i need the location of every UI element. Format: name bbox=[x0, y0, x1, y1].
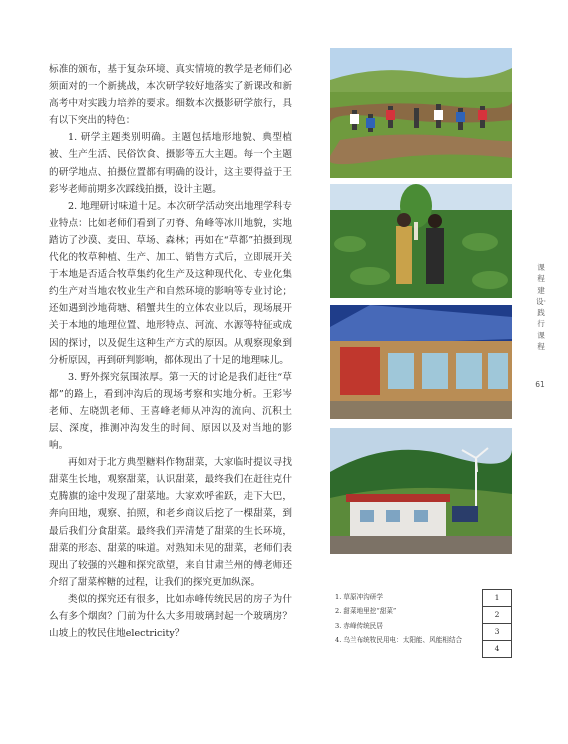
caption-1: 1. 草原冲沟研学 bbox=[335, 593, 383, 601]
photo-herder-solar-wind bbox=[330, 428, 512, 554]
grid-number-4: 4 bbox=[494, 644, 500, 653]
caption-4: 4. 乌兰布统牧民用电：太阳能、风能相结合 bbox=[335, 636, 463, 645]
caption-2: 2. 甜菜地里挖“甜菜” bbox=[335, 607, 397, 616]
photo-number-grid bbox=[482, 589, 512, 658]
photo-sugar-beet-field bbox=[330, 184, 512, 298]
grid-number-1: 1 bbox=[483, 590, 511, 607]
article-body bbox=[49, 61, 292, 642]
paragraph-point-1: 1. 研学主题类别明确。主题包括地形地貌、典型植被、生产生活、民俗饮食、摄影等五大主题。每一个主题的研学地点、拍摄位置都有明确的设计，这主要得益于王彩岑老师前期多次踩线拍摄，设计主题。 bbox=[49, 132, 292, 195]
paragraph-intro: 标准的颁布，基于复杂环境、真实情境的教学是老师们必须面对的一个新挑战，本次研学较好地落实了新课改和新高考中对实践力培养的要求。细数本次摄影研学旅行，具有以下突出的特色： bbox=[49, 64, 292, 127]
paragraph-point-2: 2. 地理研讨味道十足。本次研学活动突出地理学科专业特点：比如老师们看到了刃脊、角峰等冰川地貌，实地踏访了沙漠、麦田、草场、森林；再如在“草都”拍摄到现代化的牧草种植、生产、加工、销售方式后，立即展开关于本地是否适合牧草集约化生产及这种现代化、专业化集约生产对当地农牧业生产和自然环境的影响等专业讨论；还如遇到沙地荷塘、稻蟹共生的立体农业以后，现场展开关于本地的地理位置、地形特点、河流、水源等特征或成因的探讨，以及促生这种生产方式的原因。从观察现象到分析原因，再到研判影响，都体现出了十足的地理味儿。 bbox=[49, 200, 292, 366]
section-side-label: 课程建设·践行课程 bbox=[536, 263, 547, 352]
page-number: 61 bbox=[535, 380, 545, 389]
grid-number-3: 3 bbox=[483, 624, 511, 641]
paragraph-beet-story: 再如对于北方典型糖料作物甜菜，大家临时提议寻找甜菜生长地，观察甜菜，认识甜菜，最终我们在赶往克什克腾旗的途中发现了甜菜地。大家欢呼雀跃，走下大巴，奔向田地，观察、拍照，和老乡商议后挖了一棵甜菜，到最后我们分食甜菜。最终我们弄清楚了甜菜的生长环境，甜菜的形态、甜菜的味道。对熟知未见的甜菜，老师们表现出了较强的兴趣和探究欲望，来自甘肃兰州的傅老师还介绍了甜菜榨糖的过程，让我们的探究更加纵深。 bbox=[49, 457, 292, 588]
photo-captions bbox=[335, 590, 495, 648]
photo-grassland-gully bbox=[330, 48, 512, 178]
paragraph-point-3: 3. 野外探究氛围浓厚。第一天的讨论是我们赶往“草都”的路上，看到冲沟后的现场考察和实地分析。王彩岑老师、左晓凯老师、王喜峰老师从冲沟的流向、沉积土层、深度，推测冲沟发生的时间、原因以及对当地的影响。 bbox=[49, 371, 292, 452]
photo-chifeng-dwelling bbox=[330, 305, 512, 419]
paragraph-more-questions: 类似的探究还有很多，比如赤峰传统民居的房子为什么有多个烟囱？门前为什么大多用玻璃封起一个玻璃房？山坡上的牧民住地electricity？ bbox=[49, 593, 292, 640]
grid-number-2: 2 bbox=[483, 607, 511, 624]
caption-3: 3. 赤峰传统民居 bbox=[335, 621, 383, 630]
